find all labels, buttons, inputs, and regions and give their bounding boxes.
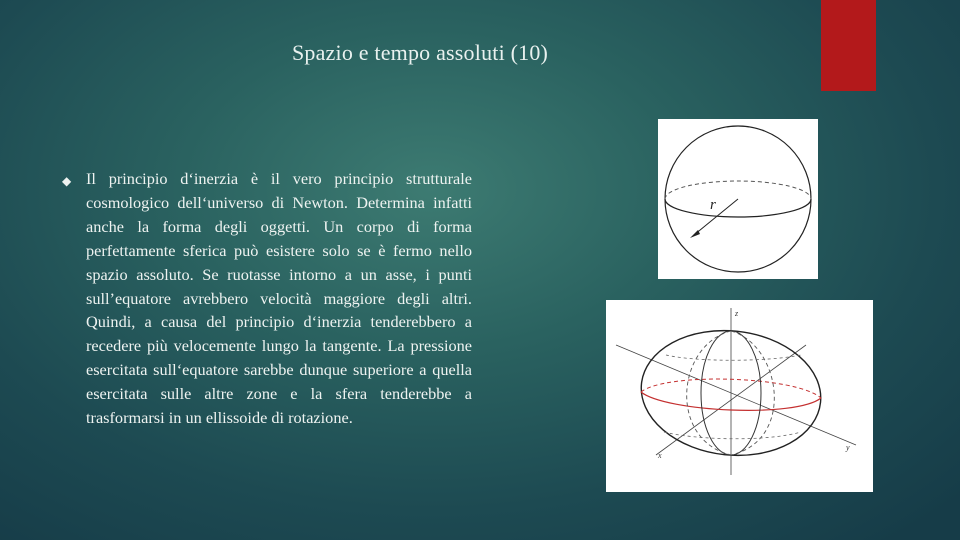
- radius-label: r: [710, 197, 716, 213]
- ellipsoid-figure: [606, 300, 873, 492]
- sphere-diagram: [658, 119, 818, 279]
- axis-z-label: z: [735, 309, 739, 318]
- slide-title: Spazio e tempo assoluti (10): [291, 40, 549, 65]
- axis-y-label: y: [846, 443, 850, 452]
- axis-x-label: x: [658, 451, 662, 460]
- ellipsoid-diagram: [606, 300, 873, 492]
- diamond-bullet-icon: ◆: [62, 174, 72, 188]
- sphere-figure: [658, 119, 818, 279]
- accent-bar: [821, 0, 876, 91]
- body-paragraph: Il principio d‘inerzia è il vero principio strutturale cosmologico dell‘universo di Newton. Determina infatti anche la forma degli oggetti. Un corpo di forma perfettamente sferica può esistere solo se è fermo nello spazio assoluto. Se ruotasse intorno a un asse, i punti sull’equatore avrebbero velocità maggiore degli altri. Quindi, a causa del principio d‘inerzia tenderebbero a recedere più velocemente lungo la tangente. La pressione esercitata sull‘equatore sarebbe dunque superiore a quella esercitata sulle altre zone e la sfera tenderebbe a trasformarsi in un ellissoide di rotazione.: [86, 169, 472, 428]
